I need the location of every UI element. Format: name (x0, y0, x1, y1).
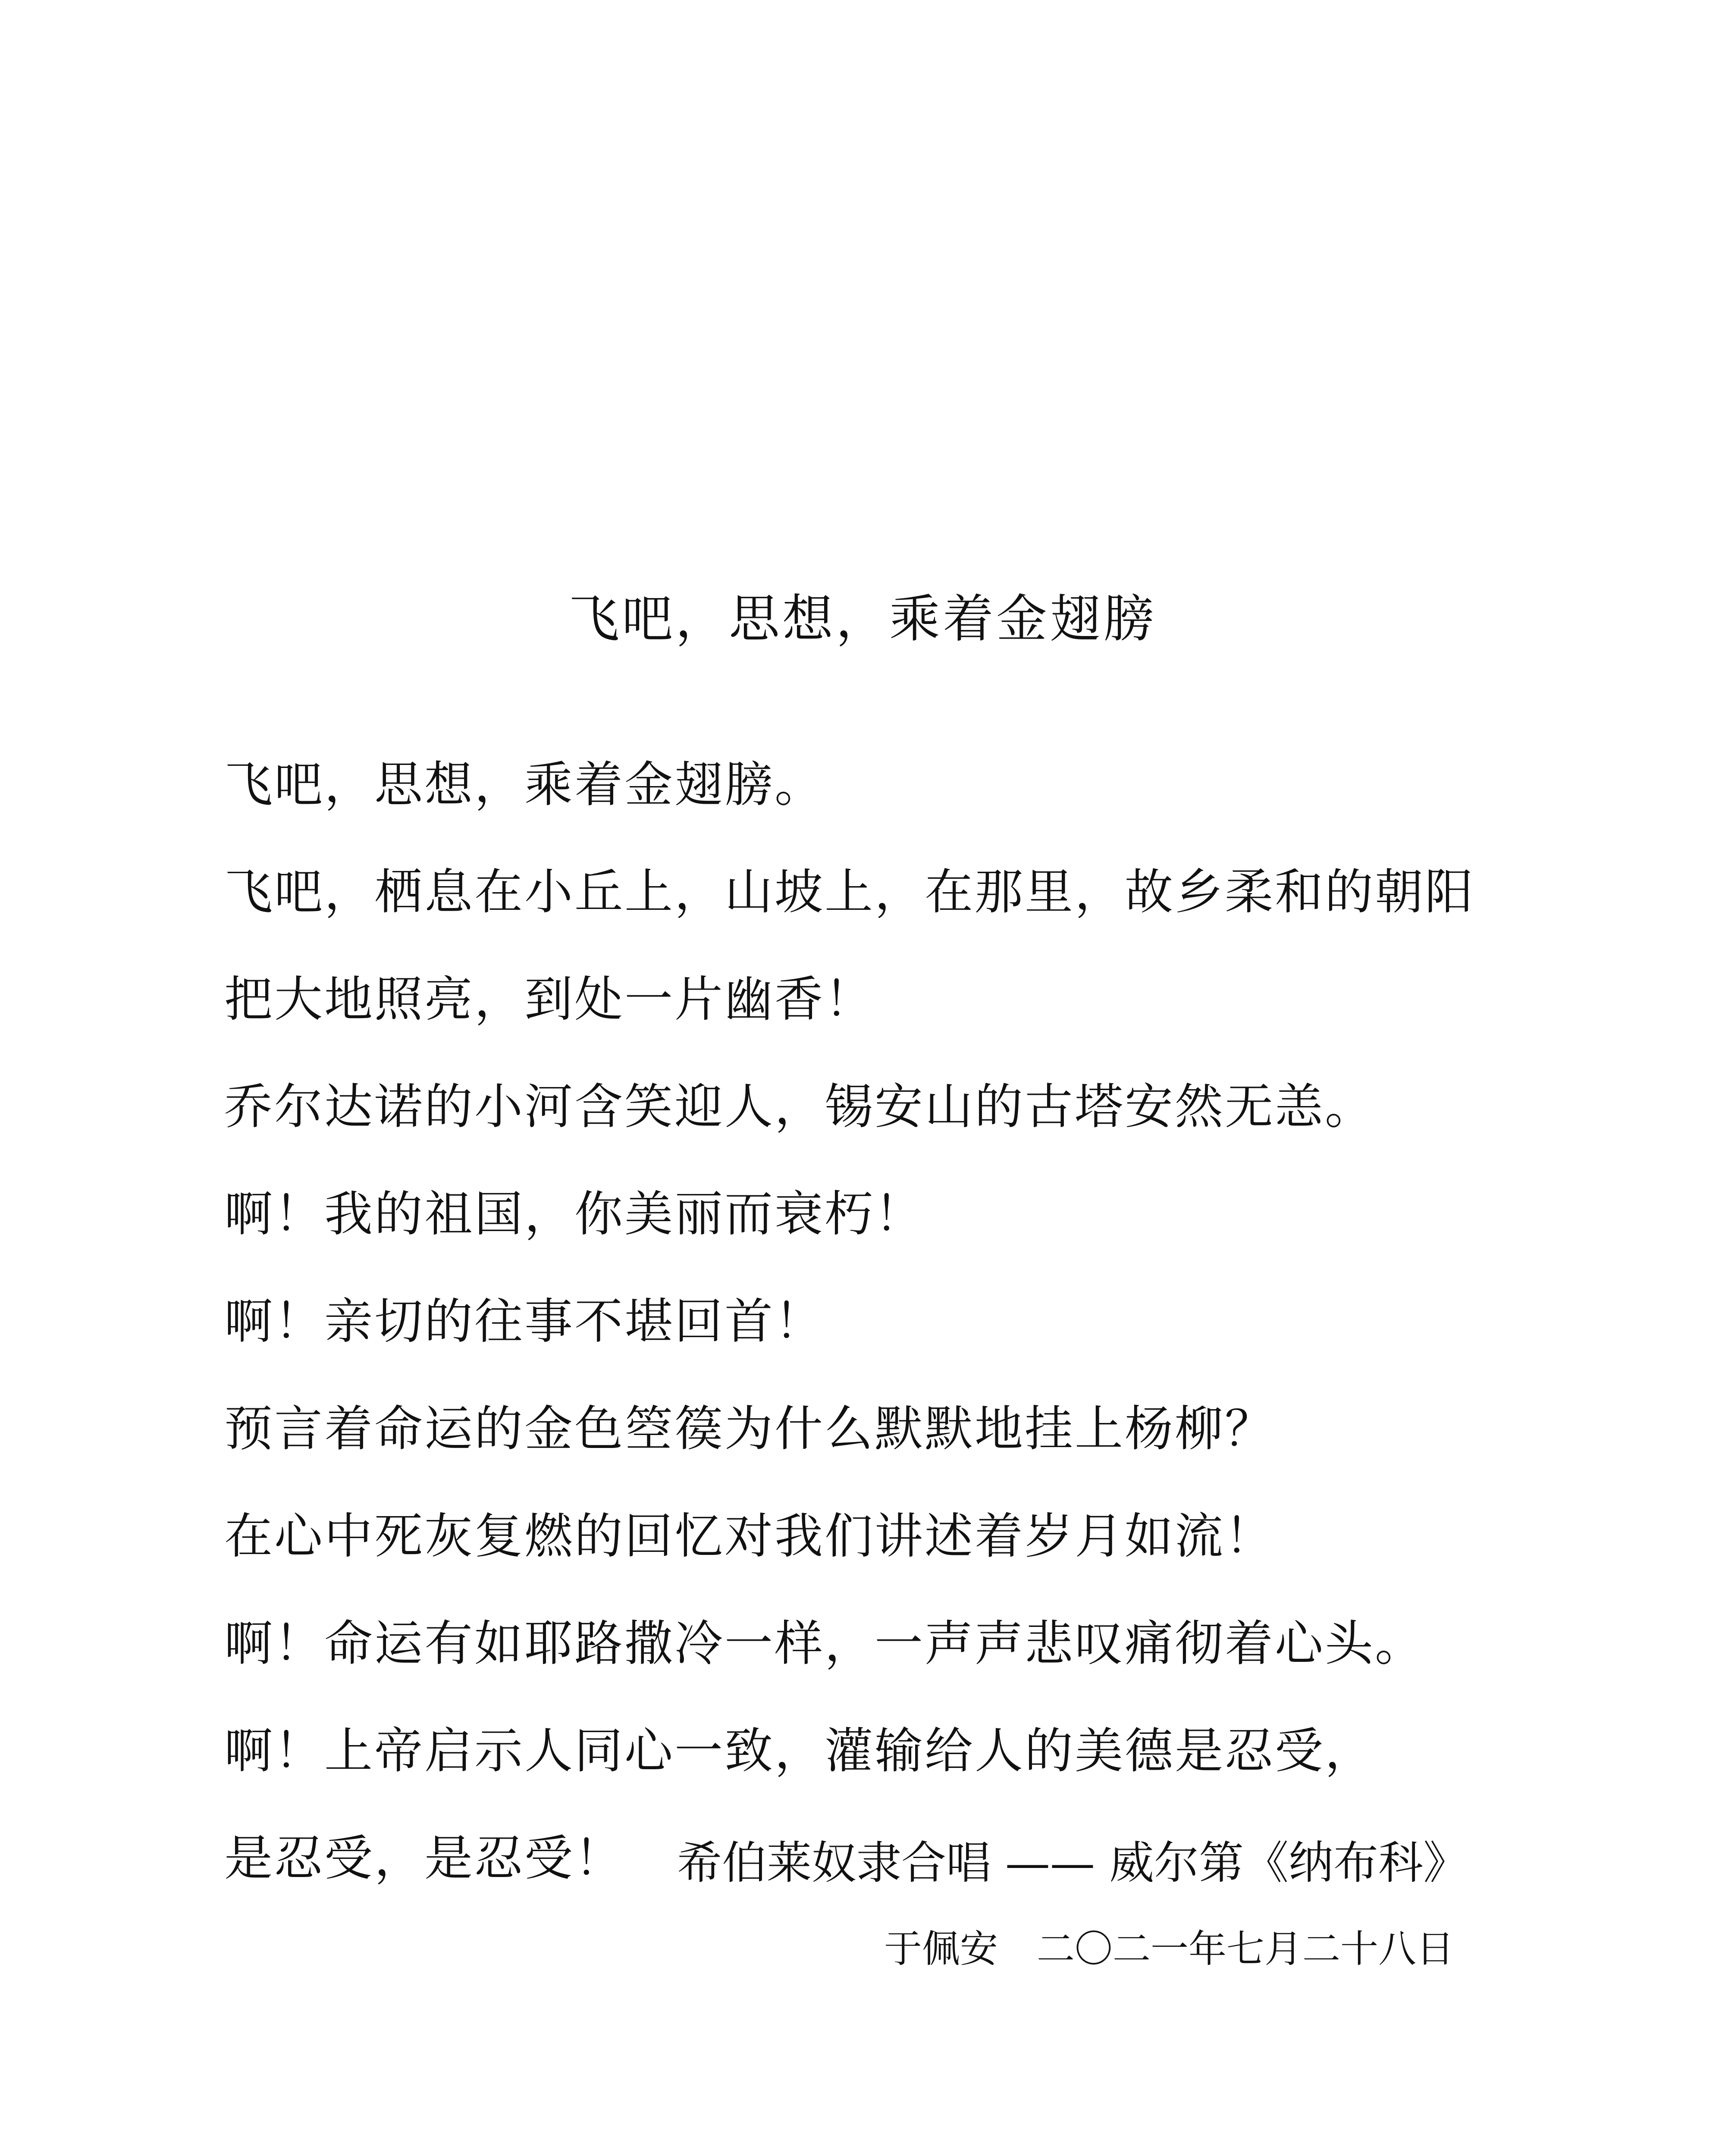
poem-line: 在心中死灰复燃的回忆对我们讲述着岁月如流！ (224, 1508, 1275, 1564)
signature-and-date (884, 1921, 1488, 1977)
source-attribution: 希伯莱奴隶合唱 —— 威尔第《纳布科》 (677, 1836, 1468, 1889)
poem-body (224, 750, 1604, 1931)
poem-line: 是忍受，是忍受！ (224, 1830, 624, 1887)
poem-line: 乔尔达诺的小河含笑迎人，锡安山的古塔安然无恙。 (224, 1079, 1375, 1135)
poem-line: 预言着命运的金色箜篌为什么默默地挂上杨柳？ (224, 1401, 1275, 1457)
poem-title: 飞吧，思想，乘着金翅膀 (568, 589, 1157, 649)
poem-line: 啊！上帝启示人同心一致，灌输给人的美德是忍受， (224, 1723, 1375, 1779)
poem-line: 啊！命运有如耶路撒冷一样，一声声悲叹痛彻着心头。 (224, 1616, 1425, 1672)
author-name: 于佩安 (884, 1927, 998, 1971)
poem-line: 飞吧，思想，乘着金翅膀。 (224, 757, 825, 813)
date: 二〇二一年七月二十八日 (1037, 1927, 1455, 1971)
poem-line: 把大地照亮，到处一片幽香！ (224, 971, 875, 1028)
poem-line: 啊！亲切的往事不堪回首！ (224, 1294, 825, 1350)
poem-line: 飞吧，栖息在小丘上，山坡上，在那里，故乡柔和的朝阳 (224, 864, 1475, 920)
poem-line: 啊！我的祖国，你美丽而衰朽！ (224, 1186, 925, 1242)
